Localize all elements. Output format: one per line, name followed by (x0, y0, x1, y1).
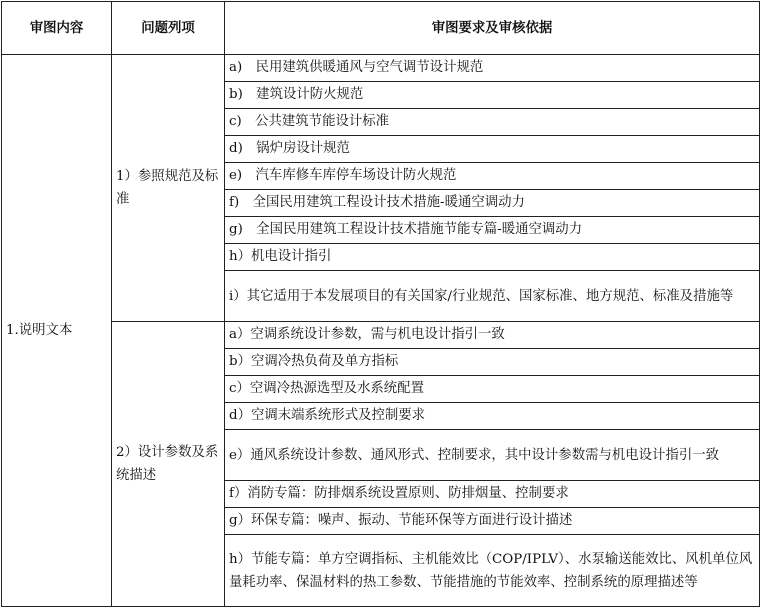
list-item: d）空调末端系统形式及控制要求 (225, 403, 760, 430)
header-row (2, 2, 760, 55)
list-item: i）其它适用于本发展项目的有关国家/行业规范、国家标准、地方规范、标准及措施等 (225, 271, 760, 322)
list-item: a）空调系统设计参数，需与机电设计指引一致 (225, 322, 760, 349)
section-label: 1.说明文本 (2, 55, 112, 607)
header-requirements: 审图要求及审核依据 (225, 2, 760, 55)
table-row (2, 322, 760, 349)
list-item: b）空调冷热负荷及单方指标 (225, 349, 760, 376)
list-item: c) 公共建筑节能设计标准 (225, 109, 760, 136)
header-issue-items: 问题列项 (112, 2, 225, 55)
list-item: f）消防专篇：防排烟系统设置原则、防排烟量、控制要求 (225, 481, 760, 508)
list-item: g）环保专篇：噪声、振动、节能环保等方面进行设计描述 (225, 508, 760, 535)
list-item: a) 民用建筑供暖通风与空气调节设计规范 (225, 55, 760, 82)
list-item: e) 汽车库修车库停车场设计防火规范 (225, 163, 760, 190)
list-item: h）节能专篇：单方空调指标、主机能效比（COP/IPLV）、水泵输送能效比、风机单位风量耗功率、保温材料的热工参数、节能措施的节能效率、控制系统的原理描述等 (225, 535, 760, 607)
table-row (2, 55, 760, 82)
list-item: c）空调冷热源选型及水系统配置 (225, 376, 760, 403)
group-label-parameters (112, 322, 225, 607)
list-item: e）通风系统设计参数、通风形式、控制要求，其中设计参数需与机电设计指引一致 (225, 430, 760, 481)
list-item: d) 锅炉房设计规范 (225, 136, 760, 163)
group-label-text: 2）设计参数及系统描述 (116, 445, 219, 483)
review-table (1, 1, 760, 607)
list-item: f) 全国民用建筑工程设计技术措施-暖通空调动力 (225, 190, 760, 217)
list-item: h）机电设计指引 (225, 244, 760, 271)
list-item: g) 全国民用建筑工程设计技术措施节能专篇-暖通空调动力 (225, 217, 760, 244)
header-review-content: 审图内容 (2, 2, 112, 55)
list-item: b) 建筑设计防火规范 (225, 82, 760, 109)
group-label-text: 1）参照规范及标准 (116, 169, 219, 207)
group-label-standards (112, 55, 225, 322)
